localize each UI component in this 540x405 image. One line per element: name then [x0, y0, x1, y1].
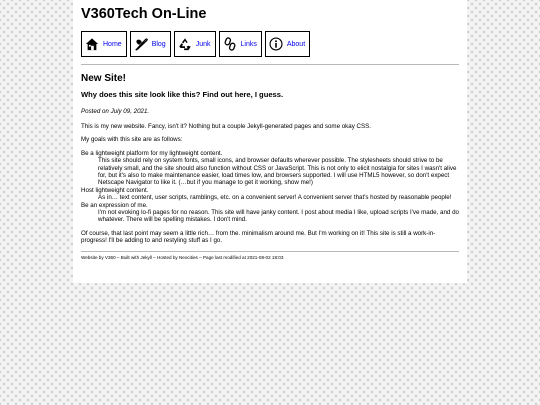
nav-about-button[interactable] — [265, 31, 310, 57]
page-container — [73, 0, 467, 283]
goal-description: I'm not evoking lo-fi pages for no reason. This site will have janky content. I post about media I like, upload scripts I've made, and do whatever. There will be spelling mistakes. I don't mind. — [98, 209, 459, 224]
post-closing: Of course, that last point may seem a little rich… from the. minimalism around me. But I'm working on it! This site is still a work-in-progress! I'll be adding to and restyling stuff as I go. — [81, 229, 436, 245]
info-icon — [269, 37, 283, 51]
post-title: New Site! — [81, 73, 127, 84]
goal-term: Be an expression of me. — [81, 201, 148, 209]
nav-bar — [81, 31, 459, 57]
recycle-icon — [178, 37, 192, 51]
post-intro: This is my new website. Fancy, isn't it? Nothing but a couple Jekyll-generated pages and some okay CSS. — [81, 123, 371, 130]
footer-divider — [81, 251, 459, 252]
header-divider — [81, 64, 459, 65]
chain-link-icon — [223, 37, 237, 51]
nav-links-button[interactable] — [219, 31, 262, 57]
nav-home-label: Home — [103, 40, 122, 48]
nav-about-label: About — [286, 40, 306, 48]
quill-pen-icon — [134, 37, 148, 51]
post-date: Posted on July 09, 2021. — [81, 108, 150, 115]
nav-blog-label: Blog — [151, 40, 166, 48]
nav-home-button[interactable] — [81, 31, 127, 57]
goal-description: As in… text content, user scripts, ramblings, etc. on a convenient server! A convenient server that's hosted by reasonable people! — [98, 194, 452, 202]
nav-blog-button[interactable] — [130, 31, 171, 57]
goal-term: Be a lightweight platform for my lightweight content. — [81, 149, 223, 157]
house-icon — [85, 37, 99, 51]
goal-description: This site should rely on system fonts, small icons, and browser defaults wherever possible. The stylesheets should strive to be relatively small, and the site should also function without CSS or JavaScript. This is not only to elicit nostalgia for sites I wasn't alive for, but it's also to make maintenance easier, load times low, and browsers supported. I will use HTML5 however, so don't expect Netscape Navigator to like it. (…but if you manage to get it working, show me!) — [98, 157, 457, 187]
goals-list — [81, 150, 459, 224]
goal-term: Host lightweight content. — [81, 186, 149, 194]
nav-junk-label: Junk — [195, 40, 211, 48]
nav-junk-button[interactable] — [174, 31, 216, 57]
footer-text: Website by V360 – Built with Jekyll – Hosted by Neocities – Page last modified at 2021-08-02 18:03 — [81, 254, 284, 260]
nav-links-label: Links — [240, 40, 257, 48]
post-subtitle: Why does this site look like this? Find out here, I guess. — [81, 90, 284, 99]
site-title[interactable]: V360Tech On-Line — [81, 6, 207, 22]
goals-intro: My goals with this site are as follows: — [81, 136, 183, 144]
